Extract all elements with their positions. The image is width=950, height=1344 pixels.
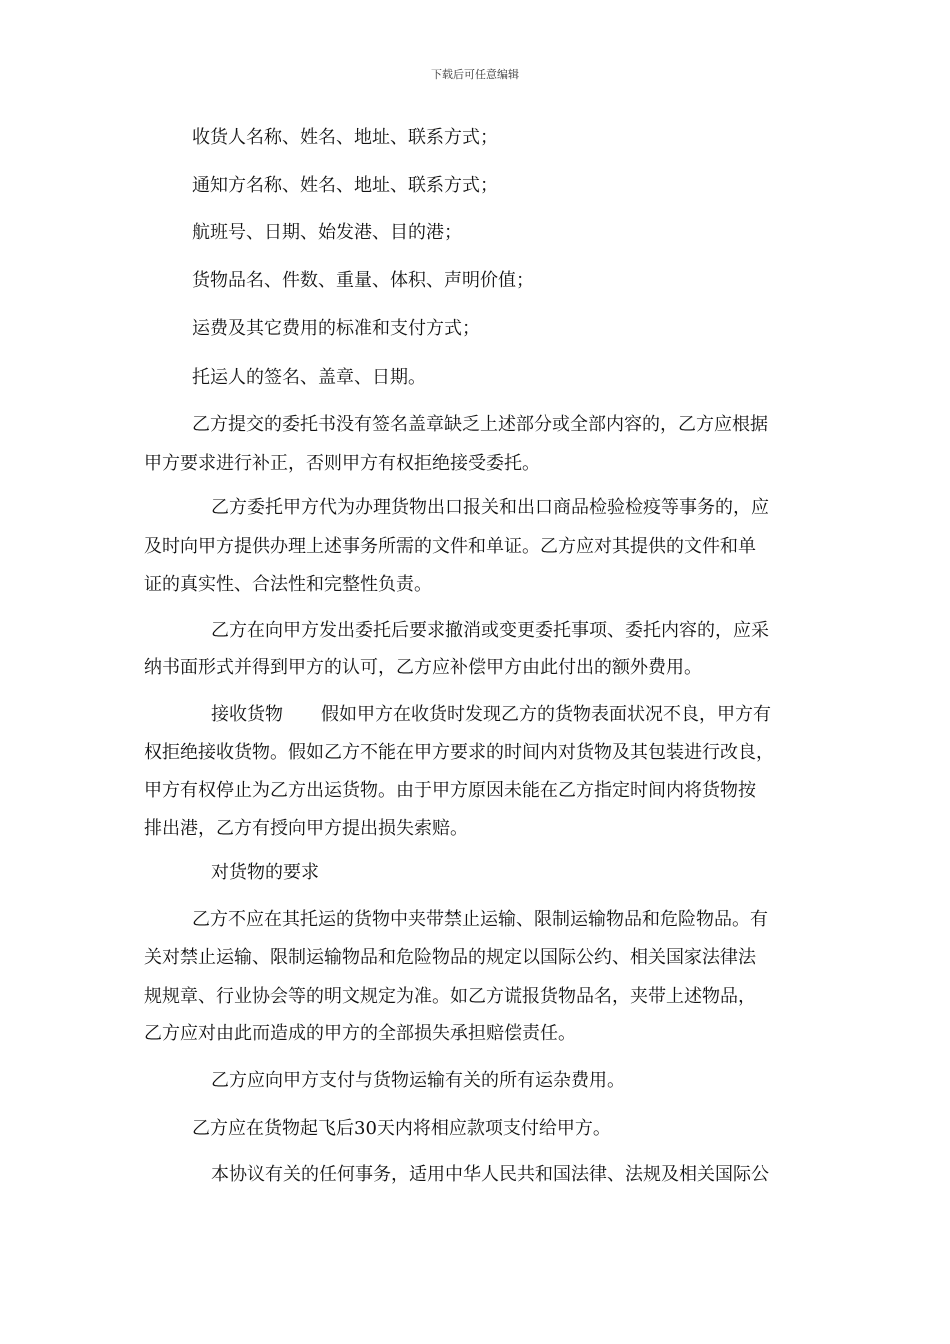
text-line: 证的真实性、合法性和完整性负责。	[144, 574, 432, 595]
text-line: 收货人名称、姓名、地址、联系方式；	[192, 127, 498, 148]
section-heading: 接收货物	[211, 704, 283, 725]
text-line: 乙方应在货物起飞后30天内将相应款项支付给甲方。	[192, 1118, 611, 1139]
text-line: 乙方委托甲方代为办理货物出口报关和出口商品检验检疫等事务的，应	[211, 497, 769, 518]
text-line: 接收货物 假如甲方在收货时发现乙方的货物表面状况不良，甲方有	[211, 704, 771, 725]
text-line: 本协议有关的任何事务，适用中华人民共和国法律、法规及相关国际公	[211, 1164, 769, 1185]
text-line: 运费及其它费用的标准和支付方式；	[192, 318, 480, 339]
text-line: 甲方有权停止为乙方出运货物。由于甲方原因未能在乙方指定时间内将货物按	[144, 780, 756, 801]
text-line: 乙方应向甲方支付与货物运输有关的所有运杂费用。	[211, 1070, 625, 1091]
text-line: 货物品名、件数、重量、体积、声明价值；	[192, 270, 534, 291]
text-line: 纳书面形式并得到甲方的认可，乙方应补偿甲方由此付出的额外费用。	[144, 657, 702, 678]
text-line: 乙方提交的委托书没有签名盖章缺乏上述部分或全部内容的，乙方应根据	[192, 414, 768, 435]
text-line: 航班号、日期、始发港、目的港；	[192, 222, 462, 243]
text-line: 权拒绝接收货物。假如乙方不能在甲方要求的时间内对货物及其包装进行改良，	[144, 742, 774, 763]
text-line: 乙方在向甲方发出委托后要求撤消或变更委托事项、委托内容的，应采	[211, 620, 769, 641]
text-line: 托运人的签名、盖章、日期。	[192, 367, 426, 388]
text-line: 甲方要求进行补正，否则甲方有权拒绝接受委托。	[144, 453, 540, 474]
text-line: 关对禁止运输、限制运输物品和危险物品的规定以国际公约、相关国家法律法	[144, 947, 756, 968]
section-heading: 对货物的要求	[211, 862, 319, 883]
page-header: 下载后可任意编辑	[431, 68, 519, 81]
text-line: 通知方名称、姓名、地址、联系方式；	[192, 175, 498, 196]
text-line: 乙方应对由此而造成的甲方的全部损失承担赔偿责任。	[144, 1023, 576, 1044]
text-line: 及时向甲方提供办理上述事务所需的文件和单证。乙方应对其提供的文件和单	[144, 536, 756, 557]
text-line: 规规章、行业协会等的明文规定为准。如乙方谎报货物品名，夹带上述物品，	[144, 986, 756, 1007]
text-line: 排出港，乙方有授向甲方提出损失索赔。	[144, 818, 468, 839]
text-line: 乙方不应在其托运的货物中夹带禁止运输、限制运输物品和危险物品。有	[192, 909, 768, 930]
